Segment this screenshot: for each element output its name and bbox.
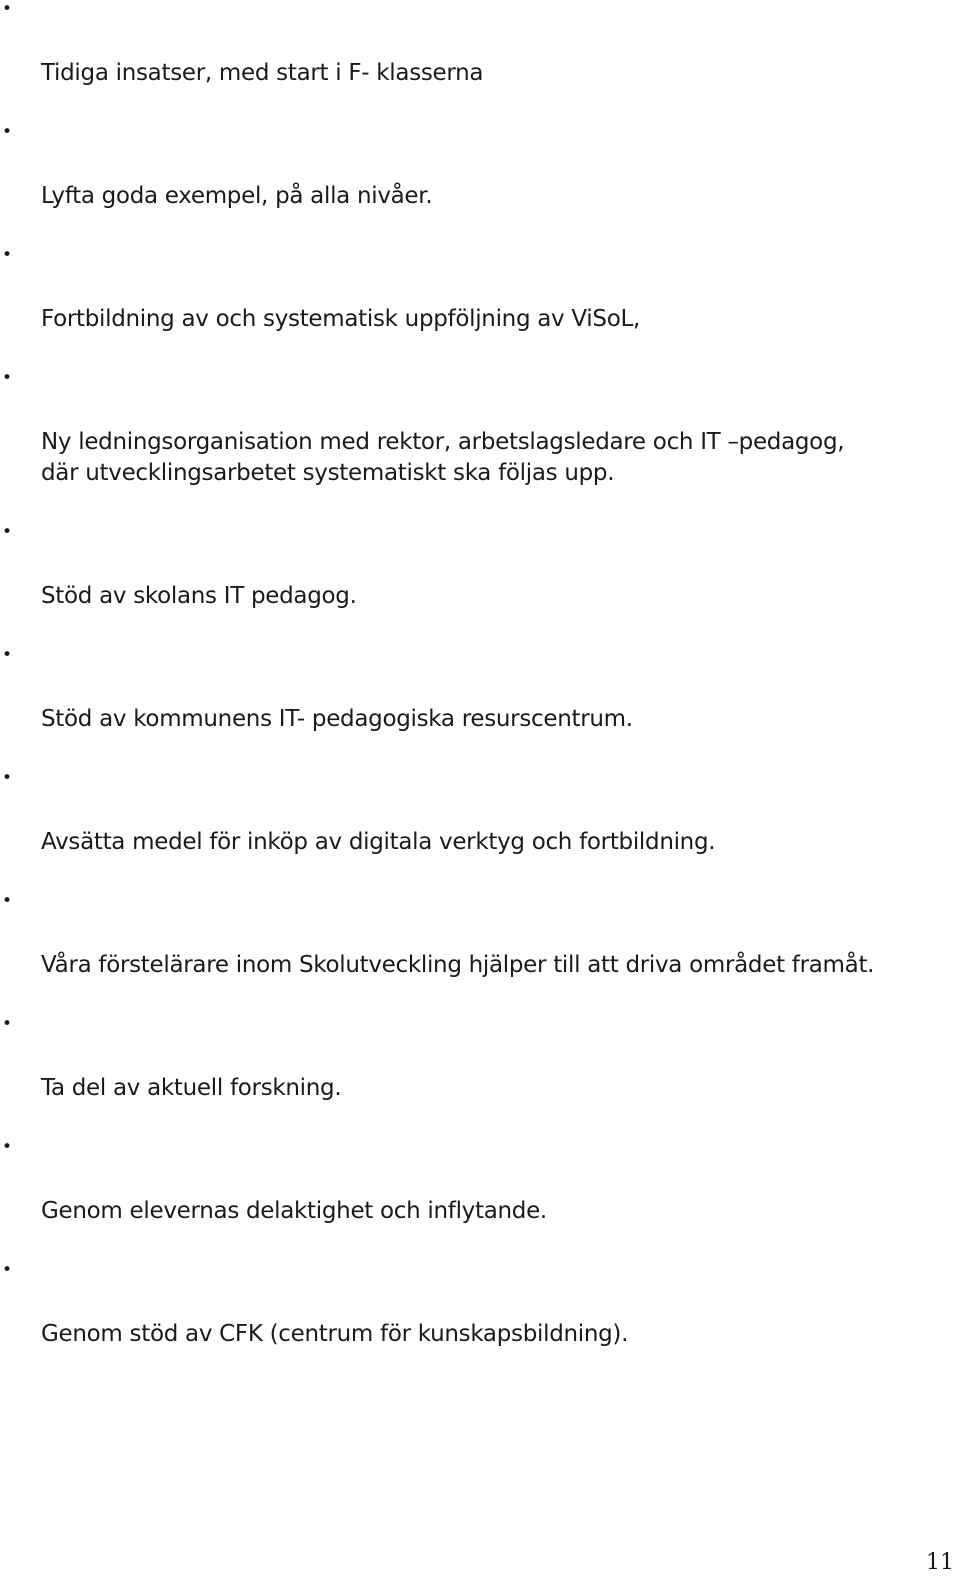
list-item	[0, 0, 935, 89]
list-item	[0, 1011, 935, 1104]
list-item-text: Genom stöd av CFK (centrum för kunskapsbildning).	[41, 1321, 629, 1347]
bullet-icon: •	[2, 1137, 12, 1157]
list-item	[0, 1134, 935, 1227]
bullet-icon: •	[2, 245, 12, 265]
list-item	[0, 888, 935, 981]
list-item	[0, 1257, 935, 1350]
list-item-text: Tidiga insatser, med start i F- klasserna	[41, 60, 484, 86]
list-item-text: Stöd av kommunens IT- pedagogiska resurscentrum.	[41, 706, 633, 732]
list-item-text: Lyfta goda exempel, på alla nivåer.	[41, 183, 433, 209]
page-number: 11	[926, 1550, 954, 1575]
list-item-text: Avsätta medel för inköp av digitala verktyg och fortbildning.	[41, 829, 716, 855]
list-item	[0, 519, 935, 612]
list-item	[0, 765, 935, 858]
list-item-text: Fortbildning av och systematisk uppföljning av ViSoL,	[41, 306, 640, 332]
bullet-icon: •	[2, 522, 12, 542]
list-item-text: Stöd av skolans IT pedagog.	[41, 583, 357, 609]
bullet-icon: •	[2, 1260, 12, 1280]
bullet-icon: •	[2, 122, 12, 142]
bullet-icon: •	[2, 368, 12, 388]
list-item-text: Våra förstelärare inom Skolutveckling hjälper till att driva området framåt.	[41, 952, 875, 978]
list-item	[0, 642, 935, 735]
list-item	[0, 119, 935, 212]
bullet-icon: •	[2, 0, 12, 19]
bullet-icon: •	[2, 1014, 12, 1034]
bullet-icon: •	[2, 768, 12, 788]
list-item-text: Genom elevernas delaktighet och inflytande.	[41, 1198, 547, 1224]
bullet-icon: •	[2, 645, 12, 665]
list-item	[0, 365, 935, 489]
list-item-text: Ny ledningsorganisation med rektor, arbetslagsledare och IT –pedagog, där utvecklingsarbetet systematiskt ska följas upp.	[41, 429, 845, 486]
bullet-icon: •	[2, 891, 12, 911]
list-item	[0, 242, 935, 335]
list-item-text: Ta del av aktuell forskning.	[41, 1075, 342, 1101]
